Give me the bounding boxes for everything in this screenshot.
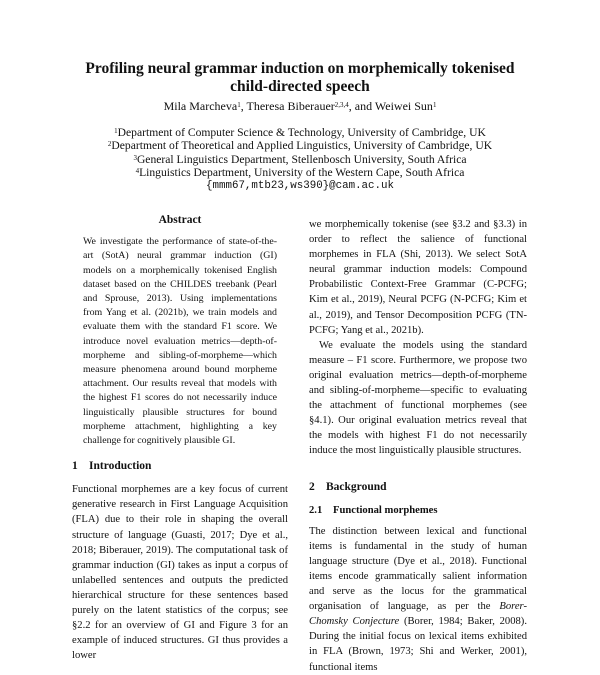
affiliation-text: Department of Computer Science & Technology, University of Cambridge, UK [117, 126, 486, 139]
title-line-1: Profiling neural grammar induction on morphemically tokenised [85, 60, 515, 77]
paper-title [60, 60, 540, 96]
affiliation-text: Department of Theoretical and Applied Linguistics, University of Cambridge, UK [111, 139, 493, 153]
title-line-2: child-directed speech [230, 78, 370, 95]
abstract-text: We investigate the performance of state-of-the-art (SotA) neural grammar induction (GI) models on a morphemically tokenised English dataset based on the CHILDES treebank (Pearl and Sprouse, 2013). Using implementations from Yang et al. (2021b), we train models and evaluate them with the standard F1 score. We introduce novel evaluation metrics—depth-of-morpheme and sibling-of-morpheme—which measure phenomena around bound morpheme attachment. Our results reveal that models with the highest F1 scores do not necessarily induce linguistically plausible structures for bound morpheme attachment, highlighting a key challenge for cognitively plausible GI. [83, 236, 277, 446]
author-separator: , and [348, 99, 375, 113]
affiliation-text: Linguistics Department, University of the Western Cape, South Africa [139, 166, 465, 180]
left-column [72, 213, 288, 663]
affiliation-mark: 2 [107, 140, 112, 149]
section-heading-introduction [72, 459, 288, 474]
affiliation-line [60, 153, 540, 166]
subsection-title: Functional morphemes [333, 504, 438, 516]
author-name: Mila Marcheva [163, 99, 238, 113]
affiliation-line [60, 126, 540, 139]
right-column [309, 213, 527, 675]
spacer [309, 459, 527, 469]
italic-term: Borer-Chomsky Conjecture [309, 601, 527, 628]
author-separator: , [240, 99, 247, 113]
section-number: 1 [72, 460, 78, 473]
affiliation-mark: 1 [114, 127, 118, 135]
affiliation-line [60, 166, 540, 179]
abstract-heading: Abstract [158, 214, 202, 226]
section-title: Introduction [89, 460, 152, 473]
affiliation-line [60, 139, 540, 152]
introduction-paragraph: Functional morphemes are a key focus of current generative research in First Language Acquisition (FLA) due to their role in shaping the overall structure of language (Guasti, 2017; Dye et al., 2018; Biberauer, 2019). The computational task of grammar induction (GI) takes as input a corpus of unlabelled sentences and outputs the predicted hierarchical structure for these sentences based purely on the latent statistics of the corpus; see §2.2 for an overview of GI and Figure 3 for an example of induced structures. GI thus provides a lower [72, 484, 288, 662]
text-run: The distinction between lexical and functional items is fundamental in the study of human language structure (Dye et al., 2018). Functional items encode grammatically salient information and serve as the locus for the grammatical organisation of language, as per the [309, 525, 527, 613]
body-paragraph [309, 524, 527, 675]
author-list [60, 99, 540, 114]
text-run: (Borer, 1984; Baker, 2008). During the initial focus on lexical items exhibited in FLA (Brown, 1973; Shi and Werker, 2001), functional items [309, 616, 527, 673]
section-title: Background [326, 480, 387, 493]
subsection-number: 2.1 [309, 504, 323, 516]
author-name: Weiwei Sun [374, 99, 433, 113]
section-number: 2 [309, 480, 315, 493]
affiliation-mark: 4 [135, 167, 140, 176]
author-affiliation-mark: 1 [237, 101, 241, 109]
section-heading-background [309, 480, 527, 495]
author-affiliation-mark: 2,3,4 [334, 101, 349, 109]
author-name: Theresa Biberauer [246, 99, 335, 113]
body-paragraph: We evaluate the models using the standard measure – F1 score. Furthermore, we propose two original evaluation metrics—depth-of-morpheme and sibling-of-morpheme—specific to evaluating the attachment of functional morphemes (see §4.1). Our original evaluation metrics reveal that the models with highest F1 do not necessarily induce the most linguistically plausible structures. [309, 339, 527, 457]
subsection-heading-functional-morphemes [309, 503, 527, 518]
affiliation-text: General Linguistics Department, Stellenbosch University, South Africa [136, 152, 467, 166]
affiliation-mark: 3 [133, 153, 137, 162]
body-paragraph: we morphemically tokenise (see §3.2 and §3.3) in order to reflect the salience of functional morphemes in FLA (Shi, 2013). We select SotA neural grammar induction models: Compound Probabilistic Context-Free Grammar (C-PCFG; Kim et al., 2019), Neural PCFG (N-PCFG; Kim et al., 2019), and Tensor Decomposition PCFG (TN-PCFG; Yang et al., 2021b). [309, 219, 527, 336]
affiliation-list [60, 126, 540, 193]
email-addresses[interactable]: {mmm67,mtb23,ws390}@cam.ac.uk [206, 179, 394, 192]
author-affiliation-mark: 1 [432, 101, 437, 109]
